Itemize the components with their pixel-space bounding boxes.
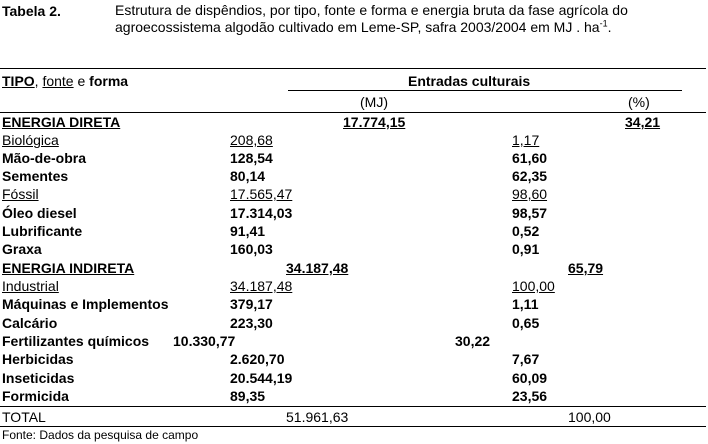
total-top-rule: [0, 406, 706, 407]
table-source: Fonte: Dados da pesquisa de campo: [2, 428, 199, 442]
row-mj-energia-indireta: 34.187,48: [286, 260, 349, 276]
row-mj-sementes: 80,14: [230, 168, 266, 184]
row-mj-formicida: 89,35: [230, 388, 266, 404]
row-pct-fossil: 98,60: [512, 186, 548, 202]
header-sep2: e: [73, 73, 90, 89]
row-label-calcario: Calcário: [2, 315, 58, 331]
caption-text: Estrutura de dispêndios, por tipo, fonte e forma e energia bruta da fase agrícola do agroecossistema algodão cultivado em Leme-SP, safra 2003/2004 em MJ . ha: [115, 2, 628, 35]
row-pct-maquinas: 1,11: [512, 296, 539, 312]
row-pct-biologica: 1,17: [512, 132, 540, 148]
row-pct-oleo-diesel: 98,57: [512, 205, 548, 221]
row-label-biologica: Biológica: [2, 132, 59, 148]
row-label-industrial: Industrial: [2, 278, 59, 294]
row-label-total: TOTAL: [2, 409, 46, 425]
row-label-energia-direta: ENERGIA DIRETA: [2, 114, 121, 130]
row-pct-total: 100,00: [568, 409, 611, 425]
row-pct-fertilizantes: 30,22: [455, 333, 491, 349]
row-pct-herbicidas: 7,67: [512, 351, 540, 367]
row-mj-oleo-diesel: 17.314,03: [230, 205, 293, 221]
row-pct-formicida: 23,56: [512, 388, 548, 404]
row-label-energia-indireta: ENERGIA INDIRETA: [2, 260, 135, 276]
header-sep1: ,: [34, 73, 43, 89]
row-mj-energia-direta: 17.774,15: [343, 114, 406, 130]
row-mj-maquinas: 379,17: [230, 296, 273, 312]
header-fonte: fonte: [42, 73, 74, 89]
row-label-fossil: Fóssil: [2, 186, 39, 202]
header-group: Entradas culturais: [408, 73, 531, 89]
caption-superscript: -1: [599, 18, 608, 29]
row-pct-mao-de-obra: 61,60: [512, 150, 548, 166]
row-mj-herbicidas: 2.620,70: [230, 351, 285, 367]
row-label-graxa: Graxa: [2, 241, 42, 257]
table-caption: [115, 2, 707, 36]
row-label-inseticidas: Inseticidas: [2, 370, 75, 386]
row-pct-graxa: 0,91: [512, 241, 540, 257]
row-pct-sementes: 62,35: [512, 168, 548, 184]
row-mj-fertilizantes: 10.330,77: [173, 333, 236, 349]
row-mj-lubrificante: 91,41: [230, 223, 266, 239]
row-mj-industrial: 34.187,48: [230, 278, 293, 294]
row-pct-calcario: 0,65: [512, 315, 540, 331]
row-pct-inseticidas: 60,09: [512, 370, 548, 386]
header-unit-pct: (%): [628, 94, 650, 110]
header-first-column: [2, 72, 128, 90]
caption-end: .: [607, 19, 612, 35]
row-pct-energia-direta: 34,21: [625, 114, 661, 130]
row-label-oleo-diesel: Óleo diesel: [2, 205, 77, 221]
table-label: Tabela 2.: [2, 3, 61, 19]
row-label-maquinas: Máquinas e Implementos: [2, 296, 169, 312]
row-label-mao-de-obra: Mão-de-obra: [2, 150, 86, 166]
header-tipo: TIPO: [2, 73, 35, 89]
row-label-fertilizantes: Fertilizantes químicos: [2, 333, 150, 349]
row-mj-biologica: 208,68: [230, 132, 273, 148]
row-pct-industrial: 100,00: [512, 278, 555, 294]
row-mj-graxa: 160,03: [230, 241, 273, 257]
row-label-lubrificante: Lubrificante: [2, 223, 83, 239]
row-mj-mao-de-obra: 128,54: [230, 150, 273, 166]
row-mj-calcario: 223,30: [230, 315, 273, 331]
row-pct-energia-indireta: 65,79: [568, 260, 604, 276]
row-mj-fossil: 17.565,47: [230, 186, 293, 202]
row-pct-lubrificante: 0,52: [512, 223, 540, 239]
header-forma: forma: [89, 73, 129, 89]
table-top-rule: [0, 68, 706, 69]
row-mj-total: 51.961,63: [286, 409, 349, 425]
header-group-rule: [288, 90, 682, 91]
header-unit-mj: (MJ): [360, 94, 388, 110]
row-label-formicida: Formicida: [2, 388, 69, 404]
row-mj-inseticidas: 20.544,19: [230, 370, 293, 386]
row-label-herbicidas: Herbicidas: [2, 351, 74, 367]
row-label-sementes: Sementes: [2, 168, 69, 184]
